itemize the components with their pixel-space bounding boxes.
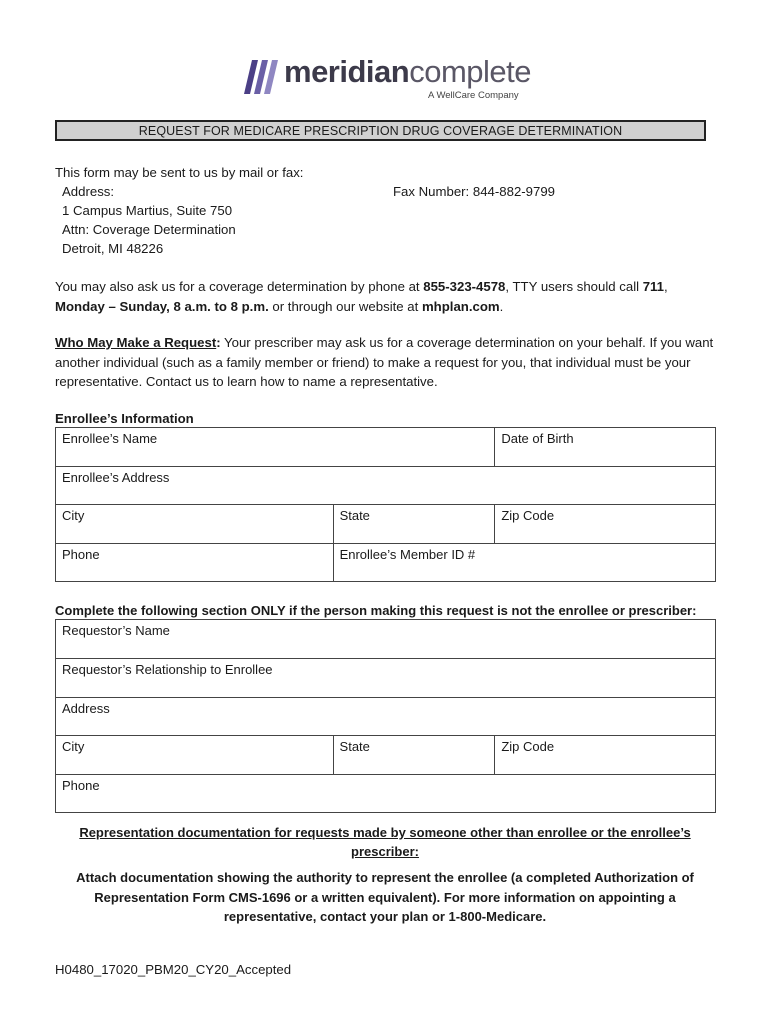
enrollee-state-field[interactable]: State bbox=[333, 505, 495, 544]
who-may-request-text: Your prescriber may ask us for a coverage determination on your behalf. If you want another individual (such as a family member or friend) to make a request for you, that individual must be your representative. Contact us to learn how to name a representative. bbox=[55, 335, 714, 389]
phone-number: 855-323-4578 bbox=[423, 279, 506, 294]
date-of-birth-field[interactable]: Date of Birth bbox=[495, 428, 716, 467]
address-line-2: Attn: Coverage Determination bbox=[62, 222, 236, 237]
logo-wordmark bbox=[284, 54, 531, 90]
logo-brand-bold: meridian bbox=[284, 54, 410, 89]
form-code-footer: H0480_17020_PBM20_CY20_Accepted bbox=[55, 962, 292, 977]
requestor-city-field[interactable]: City bbox=[56, 736, 334, 775]
representation-heading: Representation documentation for requests made by someone other than enrollee or the enrollee’s prescriber: bbox=[79, 825, 691, 859]
who-may-request-heading: Who May Make a Request bbox=[55, 335, 217, 350]
enrollee-info-heading: Enrollee’s Information bbox=[55, 411, 194, 426]
enrollee-info-table bbox=[55, 427, 716, 582]
phone-text-3: , bbox=[664, 279, 668, 294]
enrollee-name-field[interactable]: Enrollee’s Name bbox=[56, 428, 495, 467]
fax-number: Fax Number: 844-882-9799 bbox=[393, 184, 556, 199]
form-title: REQUEST FOR MEDICARE PRESCRIPTION DRUG COVERAGE DETERMINATION bbox=[55, 120, 706, 141]
who-may-request-paragraph bbox=[55, 333, 715, 392]
phone-text-5: . bbox=[499, 298, 504, 314]
phone-text-2: , TTY users should call bbox=[505, 279, 643, 294]
who-colon: : bbox=[216, 335, 221, 350]
phone-hours: Monday – Sunday, 8 a.m. to 8 p.m. bbox=[55, 298, 269, 314]
requestor-phone-field[interactable]: Phone bbox=[56, 775, 716, 813]
logo-tagline: A WellCare Company bbox=[428, 90, 519, 101]
requestor-section-heading: Complete the following section ONLY if the person making this request is not the enrollee or prescriber: bbox=[55, 603, 697, 618]
enrollee-member-id-field[interactable]: Enrollee’s Member ID # bbox=[333, 544, 715, 582]
enrollee-city-field[interactable]: City bbox=[56, 505, 334, 544]
phone-text-1: You may also ask us for a coverage determination by phone at bbox=[55, 279, 424, 294]
address-line-1: 1 Campus Martius, Suite 750 bbox=[62, 203, 233, 218]
tty-number: 711 bbox=[642, 279, 664, 294]
phone-text-4: or through our website at bbox=[268, 298, 422, 314]
meridian-logo-mark-icon bbox=[238, 56, 282, 96]
logo-brand-light: complete bbox=[409, 54, 532, 89]
requestor-state-field[interactable]: State bbox=[333, 736, 495, 775]
enrollee-phone-field[interactable]: Phone bbox=[56, 544, 334, 582]
phone-paragraph bbox=[55, 277, 715, 316]
requestor-name-field[interactable]: Requestor’s Name bbox=[56, 620, 716, 659]
address-line-3: Detroit, MI 48226 bbox=[62, 241, 164, 256]
requestor-relationship-field[interactable]: Requestor’s Relationship to Enrollee bbox=[56, 659, 716, 698]
representation-body: Attach documentation showing the authority to represent the enrollee (a completed Authorization of Representation Form CMS-1696 or a written equivalent). For more information on appointing a representative, contact your plan or 1-800-Medicare. bbox=[76, 870, 694, 924]
website-link[interactable]: mhplan.com bbox=[421, 298, 500, 314]
requestor-address-field[interactable]: Address bbox=[56, 698, 716, 736]
requestor-info-table bbox=[55, 619, 716, 813]
enrollee-zip-field[interactable]: Zip Code bbox=[495, 505, 716, 544]
requestor-zip-field[interactable]: Zip Code bbox=[495, 736, 716, 775]
meridiancomplete-logo bbox=[238, 54, 538, 104]
address-label: Address: bbox=[62, 184, 115, 199]
enrollee-address-field[interactable]: Enrollee’s Address bbox=[56, 467, 716, 505]
mail-fax-intro: This form may be sent to us by mail or fax: bbox=[55, 165, 304, 180]
